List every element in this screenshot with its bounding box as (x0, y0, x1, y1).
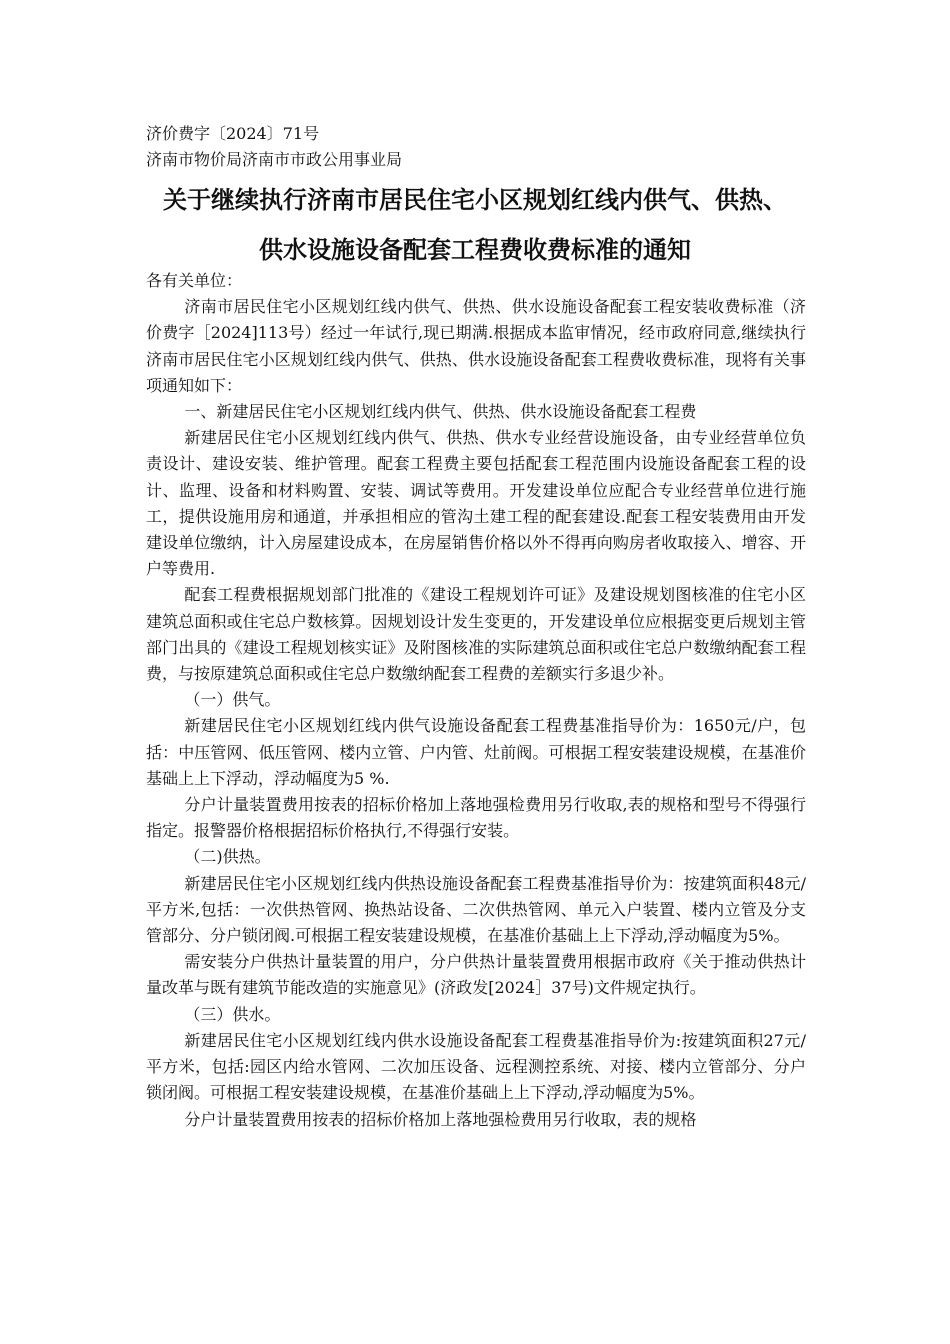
paragraph-gas-price: 新建居民住宅小区规划红线内供气设施设备配套工程费基准指导价为：1650元/户，包括：中压管网、低压管网、楼内立管、户内管、灶前阀。可根据工程安装建设规模，在基准价基础上上下浮动，浮动幅度为5 %. (146, 716, 806, 788)
paragraph-heating-meter: 需安装分户供热计量装置的用户，分户供热计量装置费用根据市政府《关于推动供热计量改革与既有建筑节能改造的实施意见》(济政发[2024］37号)文件规定执行。 (146, 952, 806, 998)
paragraph-calculation: 配套工程费根据规划部门批准的《建设工程规划许可证》及建设规划图核准的住宅小区建筑总面积或住宅总户数核算。因规划设计发生变更的，开发建设单位应根据变更后规划主管部门出具的《建设工程规划核实证》及附图核准的实际建筑总面积或住宅总户数缴纳配套工程费，与按原建筑总面积或住宅总户数缴纳配套工程费的差额实行多退少补。 (146, 585, 806, 684)
paragraph-heating-price: 新建居民住宅小区规划红线内供热设施设备配套工程费基准指导价为：按建筑面积48元/平方米,包括：一次供热管网、换热站设备、二次供热管网、单元入户装置、楼内立管及分支管部分、分户锁闭阀.可根据工程安装建设规模，在基准价基础上上下浮动,浮动幅度为5%。 (146, 873, 806, 946)
document-title-line-1: 关于继续执行济南市居民住宅小区规划红线内供气、供热、 (163, 186, 787, 214)
salutation: 各有关单位： (146, 271, 243, 290)
document-title-line-2: 供水设施设备配套工程费收费标准的通知 (259, 236, 691, 264)
document-body (146, 268, 806, 1133)
paragraph-gas-meter: 分户计量装置费用按表的招标价格加上落地强检费用另行收取,表的规格和型号不得强行指定。报警器价格根据招标价格执行,不得强行安装。 (146, 795, 806, 841)
sub-heading-gas: （一）供气。 (184, 690, 281, 710)
section-heading-1: 一、新建居民住宅小区规划红线内供气、供热、供水设施设备配套工程费 (184, 402, 697, 422)
paragraph-water-price: 新建居民住宅小区规划红线内供水设施设备配套工程费基准指导价为:按建筑面积27元/平方米，包括:园区内给水管网、二次加压设备、远程测控系统、对接、楼内立管部分、分户锁闭阀。可根据工程安装建设规模，在基准价基础上上下浮动,浮动幅度为5%。 (146, 1030, 806, 1103)
paragraph-water-meter: 分户计量装置费用按表的招标价格加上落地强检费用另行收取，表的规格 (184, 1109, 697, 1129)
sub-heading-water: （三）供水。 (184, 1004, 281, 1024)
issuing-authority: 济南市物价局济南市市政公用事业局 (146, 150, 403, 169)
paragraph-intro: 济南市居民住宅小区规划红线内供气、供热、供水设施设备配套工程安装收费标准（济价费字［2024]113号）经过一年试行,现已期满.根据成本监审情况，经市政府同意,继续执行济南市居民住宅小区规划红线内供气、供热、供水设施设备配套工程费收费标准，现将有关事项通知如下： (146, 297, 806, 395)
document-number: 济价费字〔2024〕71号 (146, 124, 320, 143)
paragraph-scope: 新建居民住宅小区规划红线内供气、供热、供水专业经营设施设备，由专业经营单位负责设计、建设安装、维护管理。配套工程费主要包括配套工程范围内设施设备配套工程的设计、监理、设备和材料购置、安装、调试等费用。开发建设单位应配合专业经营单位进行施工，提供设施用房和通道，并承担相应的管沟土建工程的配套建设.配套工程安装费用由开发建设单位缴纳，计入房屋建设成本，在房屋销售价格以外不得再向购房者收取接入、增容、开户等费用. (146, 428, 806, 579)
sub-heading-heating: （二)供热。 (184, 847, 271, 867)
